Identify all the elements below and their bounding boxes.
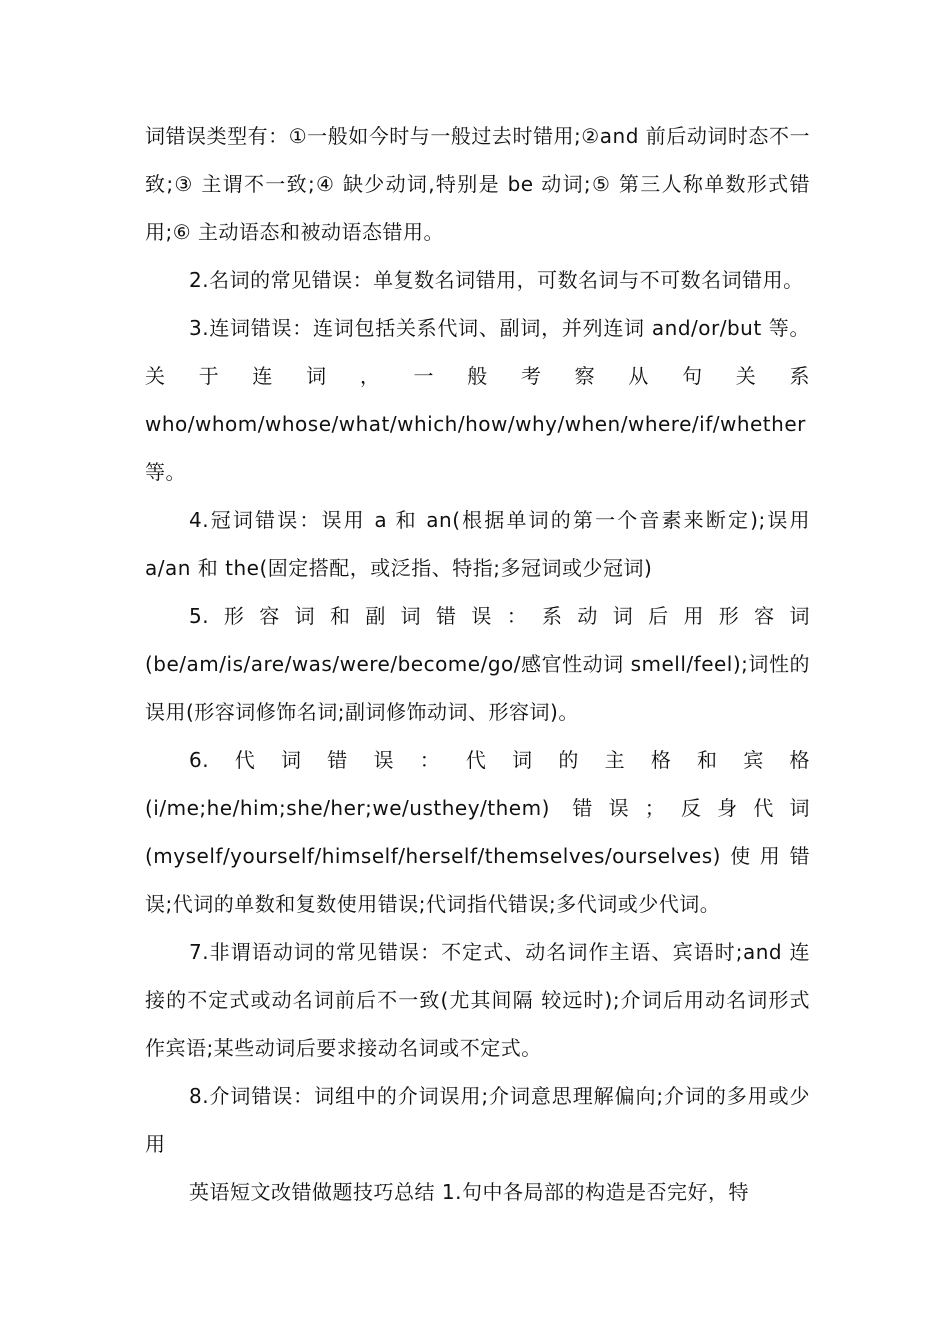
paragraph-adjective-adverb-errors: 5.形容词和副词错误：系动词后用形容词(be/am/is/are/was/were/become/go/感官性动词 smell/feel);词性的误用(形容词修饰名词;副词修饰动词、形容词)。 [145,604,810,724]
paragraph-tips-summary: 英语短文改错做题技巧总结 1.句中各局部的构造是否完好，特 [189,1180,749,1204]
paragraph-verb-errors-continued: 词错误类型有：①一般如今时与一般过去时错用;②and 前后动词时态不一致;③ 主谓不一致;④ 缺少动词,特别是 be 动词;⑤ 第三人称单数形式错用;⑥ 主动语态和被动语态错用。 [145,124,810,244]
paragraph-article-errors: 4.冠词错误：误用 a 和 an(根据单词的第一个音素来断定);误用 a/an 和 the(固定搭配，或泛指、特指;多冠词或少冠词) [145,508,810,580]
paragraph-conjunction-errors: 3.连词错误：连词包括关系代词、副词，并列连词 and/or/but 等。关于连词，一般考察从句关系 who/whom/whose/what/which/how/why/when/where/if/whether 等。 [145,316,810,484]
paragraph-nonfinite-verb-errors: 7.非谓语动词的常见错误：不定式、动名词作主语、宾语时;and 连接的不定式或动名词前后不一致(尤其间隔 较远时);介词后用动名词形式作宾语;某些动词后要求接动名词或不定式。 [145,940,810,1060]
paragraph-pronoun-errors: 6.代词错误：代词的主格和宾格(i/me;he/him;she/her;we/usthey/them) 错误；反身代词 (myself/yourself/himself/herself/themselves/ourselves)使用错误;代词的单数和复数使用错误;代词指代错误;多代词或少代词。 [145,748,810,916]
paragraph-noun-errors: 2.名词的常见错误：单复数名词错用，可数名词与不可数名词错用。 [189,268,804,292]
paragraph-preposition-errors: 8.介词错误：词组中的介词误用;介词意思理解偏向;介词的多用或少用 [145,1084,810,1156]
